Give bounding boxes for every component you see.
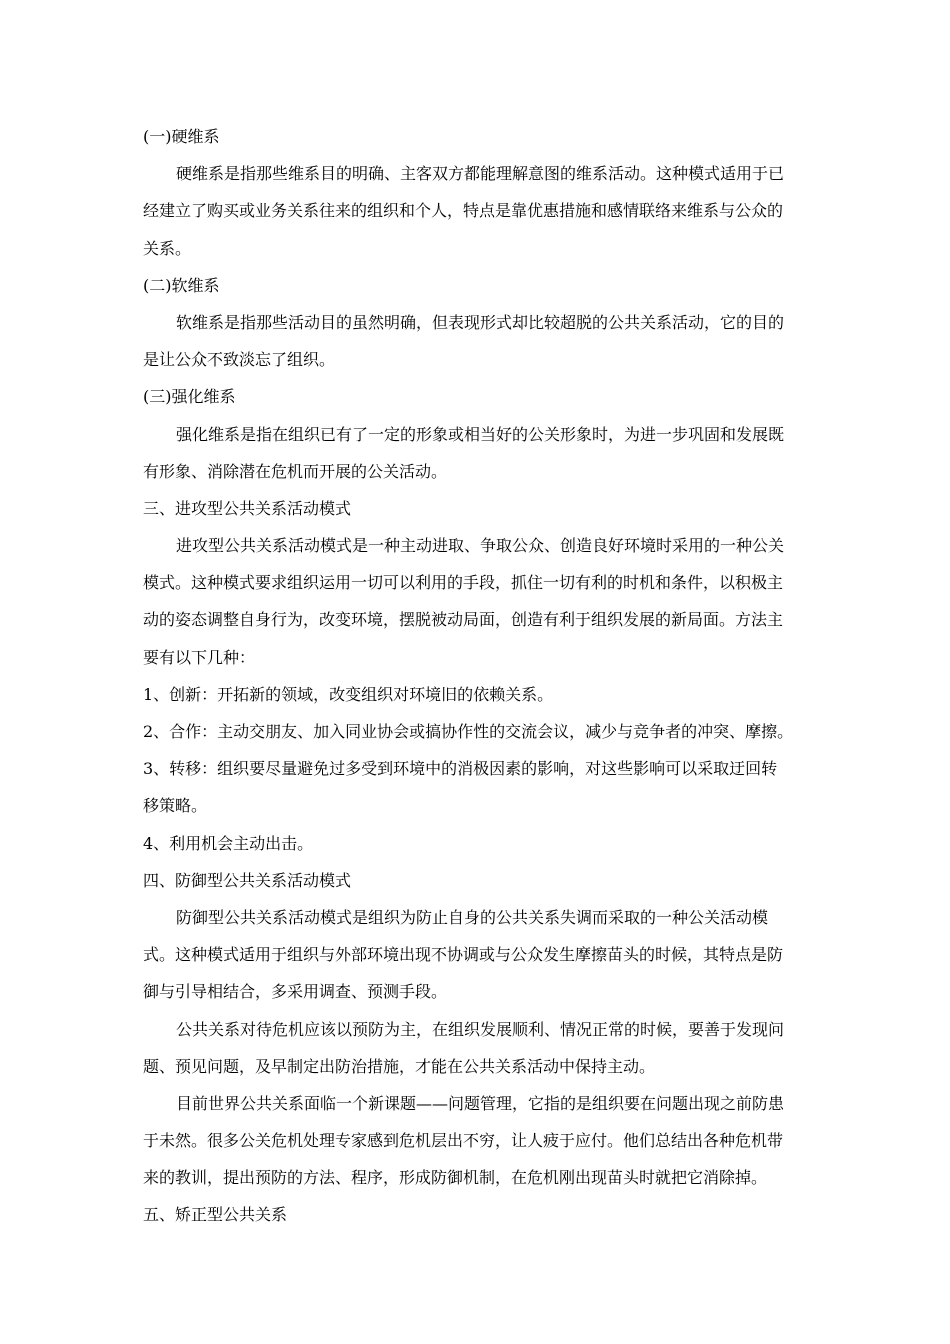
list-item-opportunity: 4、利用机会主动出击。 (143, 833, 314, 853)
paragraph-line: 式。这种模式适用于组织与外部环境出现不协调或与公众发生摩擦苗头的时候，其特点是防 (143, 945, 784, 965)
paragraph-line: 来的教训，提出预防的方法、程序，形成防御机制，在危机刚出现苗头时就把它消除掉。 (143, 1168, 768, 1188)
paragraph-line: 是让公众不致淡忘了组织。 (143, 350, 336, 370)
section-heading-defensive: 四、防御型公共关系活动模式 (143, 870, 352, 890)
paragraph-line: 进攻型公共关系活动模式是一种主动进取、争取公众、创造良好环境时采用的一种公关 (176, 536, 785, 556)
paragraph-line: 防御型公共关系活动模式是组织为防止自身的公共关系失调而采取的一种公关活动模 (176, 907, 769, 927)
list-item-transfer: 3、转移：组织要尽量避免过多受到环境中的消极因素的影响，对这些影响可以采取迂回转 (143, 759, 778, 779)
heading-hard-maintenance: (一)硬维系 (143, 127, 220, 146)
section-heading-offensive: 三、进攻型公共关系活动模式 (143, 498, 352, 518)
paragraph-line: 公共关系对待危机应该以预防为主，在组织发展顺利、情况正常的时候，要善于发现问 (176, 1019, 785, 1039)
paragraph-line: 硬维系是指那些维系目的明确、主客双方都能理解意图的维系活动。这种模式适用于已 (176, 164, 785, 184)
paragraph-line: 模式。这种模式要求组织运用一切可以利用的手段，抓住一切有利的时机和条件，以积极主 (143, 573, 784, 593)
paragraph-line: 移策略。 (143, 796, 208, 816)
paragraph-line: 题、预见问题，及早制定出防治措施，才能在公共关系活动中保持主动。 (143, 1056, 656, 1076)
heading-reinforced-maintenance: (三)强化维系 (143, 387, 236, 407)
paragraph-line: 动的姿态调整自身行为，改变环境，摆脱被动局面，创造有利于组织发展的新局面。方法主 (143, 610, 784, 630)
section-heading-corrective: 五、矫正型公共关系 (143, 1205, 288, 1225)
paragraph-line: 目前世界公共关系面临一个新课题——问题管理，它指的是组织要在问题出现之前防患 (176, 1093, 785, 1113)
paragraph-line: 软维系是指那些活动目的虽然明确，但表现形式却比较超脱的公共关系活动，它的目的 (176, 312, 785, 332)
paragraph-line: 强化维系是指在组织已有了一定的形象或相当好的公关形象时，为进一步巩固和发展既 (176, 424, 785, 444)
list-item-cooperation: 2、合作：主动交朋友、加入同业协会或搞协作性的交流会议，减少与竞争者的冲突、摩擦。 (143, 722, 794, 741)
paragraph-line: 御与引导相结合，多采用调查、预测手段。 (143, 982, 448, 1002)
heading-soft-maintenance: (二)软维系 (143, 275, 220, 295)
paragraph-line: 有形象、消除潜在危机而开展的公关活动。 (143, 461, 448, 481)
paragraph-line: 于未然。很多公关危机处理专家感到危机层出不穷，让人疲于应付。他们总结出各种危机带 (143, 1131, 784, 1151)
paragraph-line: 要有以下几种： (143, 647, 256, 667)
paragraph-line: 关系。 (143, 238, 192, 258)
list-item-innovation: 1、创新：开拓新的领域，改变组织对环境旧的依赖关系。 (143, 684, 554, 704)
paragraph-line: 经建立了购买或业务关系往来的组织和个人，特点是靠优惠措施和感情联络来维系与公众的 (143, 201, 784, 221)
